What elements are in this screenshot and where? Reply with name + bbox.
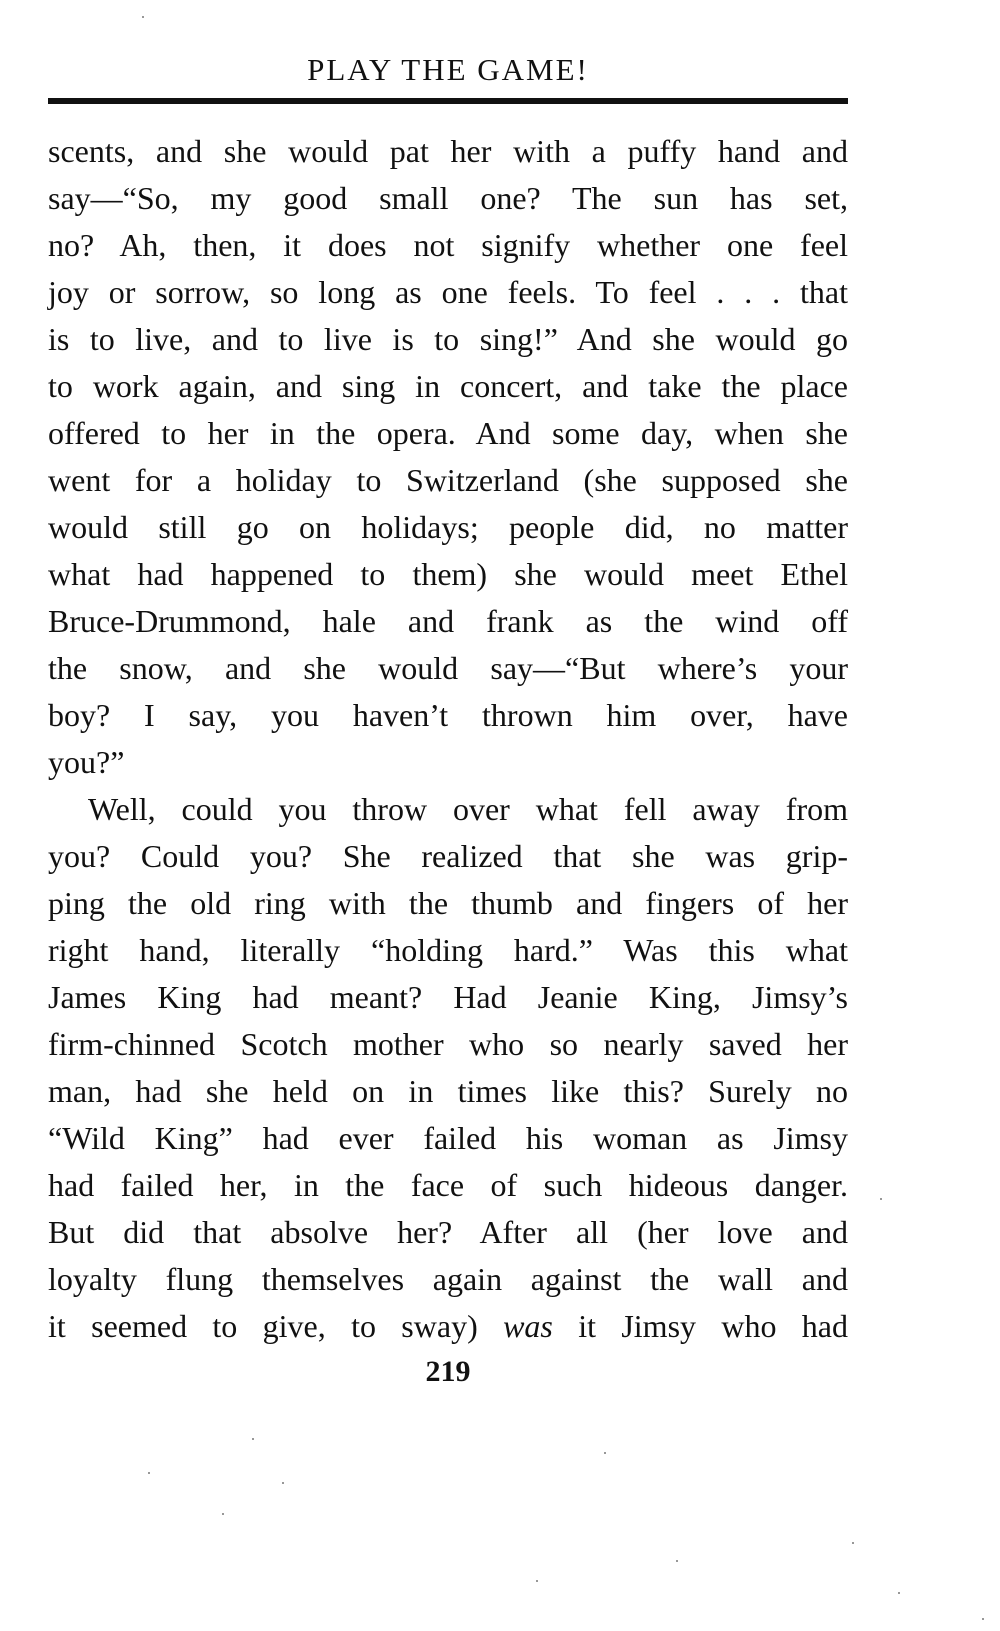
paragraph-start-line: Well, could you throw over what fell away from bbox=[88, 791, 848, 827]
paper-speck bbox=[148, 1472, 150, 1474]
paper-speck bbox=[536, 1580, 538, 1582]
text-line-final bbox=[48, 1303, 848, 1350]
text-line: what had happened to them) she would meet Ethel bbox=[48, 556, 848, 592]
text-line: loyalty flung themselves again against the wall and bbox=[48, 1261, 848, 1297]
text-line: to work again, and sing in concert, and take the place bbox=[48, 368, 848, 404]
paper-speck bbox=[880, 1198, 882, 1200]
paper-speck bbox=[282, 1482, 284, 1484]
paper-speck bbox=[142, 16, 144, 18]
text-line: boy? I say, you haven’t thrown him over, have bbox=[48, 697, 848, 733]
text-line: right hand, literally “holding hard.” Was this what bbox=[48, 932, 848, 968]
text-line: no? Ah, then, it does not signify whether one feel bbox=[48, 227, 848, 263]
text-line: joy or sorrow, so long as one feels. To feel . . . that bbox=[48, 274, 848, 310]
paper-speck bbox=[222, 1513, 224, 1515]
paper-speck bbox=[676, 1560, 678, 1562]
body-text bbox=[48, 128, 848, 1350]
paper-speck bbox=[852, 1542, 854, 1544]
text-line: offered to her in the opera. And some day, when she bbox=[48, 415, 848, 451]
paper-speck bbox=[982, 1618, 984, 1620]
text-line: had failed her, in the face of such hideous danger. bbox=[48, 1167, 848, 1203]
text-line: you? Could you? She realized that she was grip- bbox=[48, 838, 848, 874]
text-line: the snow, and she would say—“But where’s your bbox=[48, 650, 848, 686]
italic-emphasis: was bbox=[503, 1308, 553, 1344]
page-number: 219 bbox=[425, 1355, 471, 1388]
text-line: But did that absolve her? After all (her love and bbox=[48, 1214, 848, 1250]
text-line: “Wild King” had ever failed his woman as Jimsy bbox=[48, 1120, 848, 1156]
text-line: scents, and she would pat her with a puffy hand and bbox=[48, 133, 848, 169]
header-rule bbox=[48, 98, 848, 104]
running-title: PLAY THE GAME! bbox=[307, 52, 589, 87]
text-line: is to live, and to live is to sing!” And she would go bbox=[48, 321, 848, 357]
text-line: James King had meant? Had Jeanie King, Jimsy’s bbox=[48, 979, 848, 1015]
text-line: Bruce-Drummond, hale and frank as the wind off bbox=[48, 603, 848, 639]
text-line: man, had she held on in times like this? Surely no bbox=[48, 1073, 848, 1109]
paper-speck bbox=[252, 1438, 254, 1440]
text-line: would still go on holidays; people did, no matter bbox=[48, 509, 848, 545]
text-line: you?” bbox=[48, 744, 125, 780]
paper-speck bbox=[604, 1452, 606, 1454]
text-line: went for a holiday to Switzerland (she supposed she bbox=[48, 462, 848, 498]
text-line: firm-chinned Scotch mother who so nearly saved her bbox=[48, 1026, 848, 1062]
text-line: say—“So, my good small one? The sun has set, bbox=[48, 180, 848, 216]
text-fragment: it Jimsy who had bbox=[552, 1308, 849, 1344]
text-fragment: it seemed to give, to sway) bbox=[48, 1308, 504, 1344]
paper-speck bbox=[898, 1592, 900, 1594]
text-line: ping the old ring with the thumb and fingers of her bbox=[48, 885, 848, 921]
